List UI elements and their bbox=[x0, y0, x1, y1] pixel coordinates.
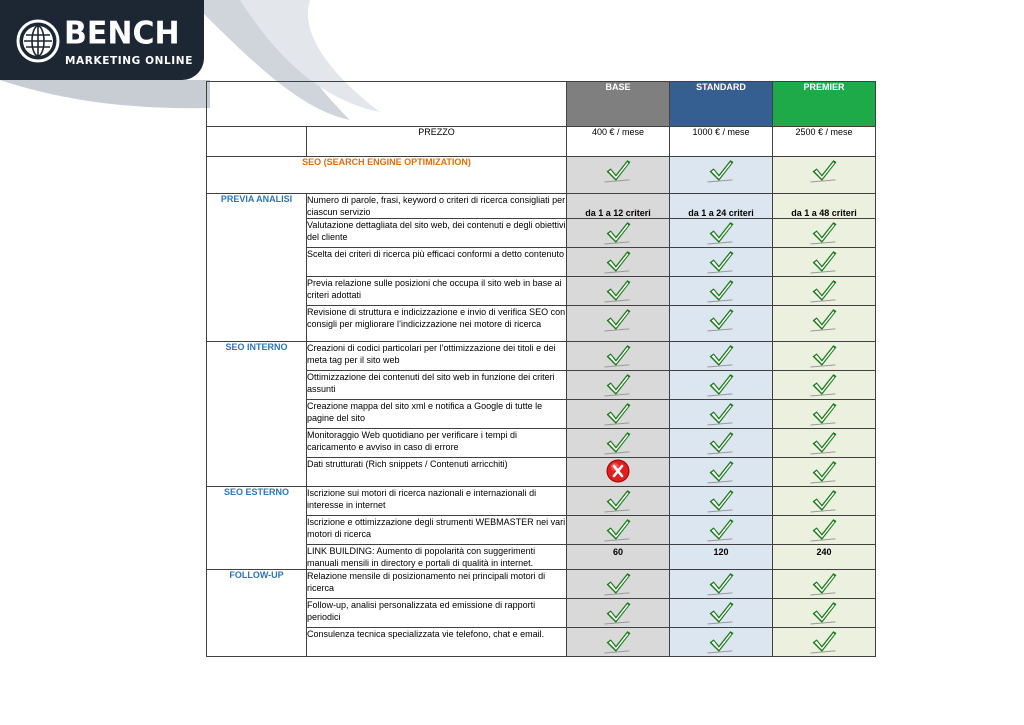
check-icon bbox=[810, 278, 838, 303]
brand-subtitle: MARKETING ONLINE bbox=[65, 55, 193, 67]
section-follow-up: FOLLOW-UP bbox=[207, 570, 307, 657]
table-row bbox=[207, 248, 876, 277]
plan-standard-header: STANDARD bbox=[670, 82, 773, 127]
globe-icon bbox=[16, 19, 60, 63]
table-row bbox=[207, 628, 876, 657]
table-row bbox=[207, 219, 876, 248]
feature-text: Valutazione dettagliata del sito web, dei contenuti e degli obiettivi del cliente bbox=[307, 219, 567, 248]
check-icon bbox=[810, 401, 838, 426]
feature-text: LINK BUILDING: Aumento di popolarità con suggerimenti manuali mensili in directory e portali di qualità in internet. bbox=[307, 545, 567, 570]
criteria-standard: da 1 a 24 criteri bbox=[688, 208, 754, 218]
check-icon bbox=[707, 430, 735, 455]
price-premier: 2500 € / mese bbox=[773, 127, 876, 157]
table-row bbox=[207, 516, 876, 545]
feature-text: Iscrizione e ottimizzazione degli strumenti WEBMASTER nei vari motori di ricerca bbox=[307, 516, 567, 545]
check-icon bbox=[604, 158, 632, 183]
check-icon bbox=[604, 401, 632, 426]
plan-base-header: BASE bbox=[567, 82, 670, 127]
feature-text: Follow-up, analisi personalizzata ed emissione di rapporti periodici bbox=[307, 599, 567, 628]
price-row bbox=[207, 127, 876, 157]
section-seo-interno: SEO INTERNO bbox=[207, 342, 307, 487]
table-row bbox=[207, 599, 876, 628]
table-row bbox=[207, 545, 876, 570]
check-icon bbox=[810, 517, 838, 542]
check-icon bbox=[707, 158, 735, 183]
check-icon bbox=[707, 459, 735, 484]
check-icon bbox=[707, 488, 735, 513]
check-icon bbox=[604, 372, 632, 397]
check-icon bbox=[707, 220, 735, 245]
feature-text: Consulenza tecnica specializzata vie telefono, chat e email. bbox=[307, 628, 567, 657]
table-row bbox=[207, 429, 876, 458]
feature-text: Scelta dei criteri di ricerca più efficaci conformi a detto contenuto bbox=[307, 248, 567, 277]
plan-premier-header: PREMIER bbox=[773, 82, 876, 127]
feature-text: Previa relazione sulle posizioni che occupa il sito web in base ai criteri adottati bbox=[307, 277, 567, 306]
check-icon bbox=[604, 571, 632, 596]
check-icon bbox=[707, 249, 735, 274]
check-icon bbox=[707, 401, 735, 426]
feature-text: Relazione mensile di posizionamento nei principali motori di ricerca bbox=[307, 570, 567, 599]
price-base: 400 € / mese bbox=[567, 127, 670, 157]
check-icon bbox=[707, 600, 735, 625]
check-icon bbox=[707, 343, 735, 368]
check-icon bbox=[707, 571, 735, 596]
feature-text: Creazione mappa del sito xml e notifica a Google di tutte le pagine del sito bbox=[307, 400, 567, 429]
feature-text: Creazioni di codici particolari per l’ottimizzazione dei titoli e dei meta tag per il sito web bbox=[307, 342, 567, 371]
plan-header-row bbox=[207, 82, 876, 127]
feature-text: Monitoraggio Web quotidiano per verificare i tempi di caricamento e avviso in caso di errore bbox=[307, 429, 567, 458]
feature-text: Numero di parole, frasi, keyword o criteri di ricerca consigliati per ciascun servizio bbox=[307, 195, 566, 217]
pricing-table bbox=[206, 81, 876, 657]
section-seo-esterno: SEO ESTERNO bbox=[207, 487, 307, 570]
criteria-premier: da 1 a 48 criteri bbox=[791, 208, 857, 218]
check-icon bbox=[810, 307, 838, 332]
table-row bbox=[207, 342, 876, 371]
check-icon bbox=[810, 249, 838, 274]
criteria-base: da 1 a 12 criteri bbox=[585, 208, 651, 218]
check-icon bbox=[810, 571, 838, 596]
feature-text: Revisione di struttura e indicizzazione e invio di verifica SEO con consigli per migliorare l’indicizzazione nei motore di ricerca bbox=[307, 306, 567, 342]
table-row bbox=[207, 371, 876, 400]
check-icon bbox=[604, 249, 632, 274]
check-icon bbox=[707, 278, 735, 303]
check-icon bbox=[604, 278, 632, 303]
brand-name: BENCH bbox=[64, 15, 180, 52]
check-icon bbox=[810, 220, 838, 245]
check-icon bbox=[604, 343, 632, 368]
feature-text: Ottimizzazione dei contenuti del sito web in funzione dei criteri assunti bbox=[307, 371, 567, 400]
brand-logo bbox=[0, 0, 204, 80]
check-icon bbox=[604, 517, 632, 542]
table-row bbox=[207, 194, 876, 219]
price-label: PREZZO bbox=[307, 127, 567, 157]
seo-title-row bbox=[207, 157, 876, 194]
table-row bbox=[207, 277, 876, 306]
check-icon bbox=[810, 459, 838, 484]
table-row bbox=[207, 400, 876, 429]
links-standard: 120 bbox=[713, 547, 729, 557]
check-icon bbox=[604, 629, 632, 654]
check-icon bbox=[810, 629, 838, 654]
check-icon bbox=[810, 488, 838, 513]
table-row bbox=[207, 458, 876, 487]
section-previa-analisi: PREVIA ANALISI bbox=[207, 194, 307, 342]
seo-title: SEO (SEARCH ENGINE OPTIMIZATION) bbox=[207, 157, 567, 194]
table-row bbox=[207, 487, 876, 516]
check-icon bbox=[604, 430, 632, 455]
check-icon bbox=[707, 517, 735, 542]
cross-icon bbox=[606, 459, 630, 483]
check-icon bbox=[707, 629, 735, 654]
check-icon bbox=[810, 430, 838, 455]
price-standard: 1000 € / mese bbox=[670, 127, 773, 157]
check-icon bbox=[604, 600, 632, 625]
links-base: 60 bbox=[612, 547, 623, 557]
feature-text: Iscrizione sui motori di ricerca nazionali e internazionali di interesse in internet bbox=[307, 487, 567, 516]
check-icon bbox=[707, 307, 735, 332]
check-icon bbox=[604, 307, 632, 332]
check-icon bbox=[707, 372, 735, 397]
check-icon bbox=[810, 372, 838, 397]
check-icon bbox=[604, 220, 632, 245]
links-premier: 240 bbox=[816, 547, 832, 557]
check-icon bbox=[810, 600, 838, 625]
check-icon bbox=[604, 488, 632, 513]
check-icon bbox=[810, 343, 838, 368]
feature-text: Dati strutturati (Rich snippets / Contenuti arricchiti) bbox=[307, 458, 567, 487]
check-icon bbox=[810, 158, 838, 183]
table-row bbox=[207, 570, 876, 599]
table-row bbox=[207, 306, 876, 342]
